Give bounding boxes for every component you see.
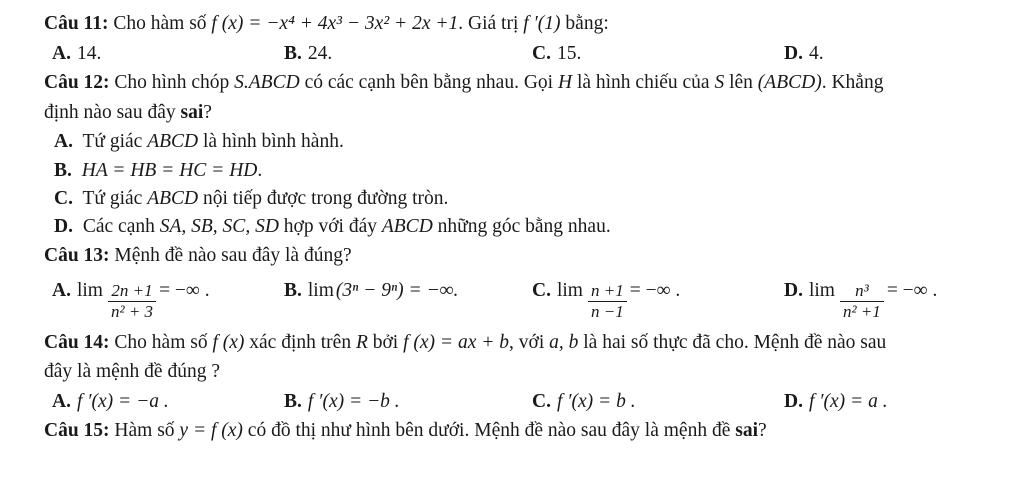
answer-14-d[interactable] — [784, 388, 888, 415]
question-15-t3: ? — [758, 420, 767, 442]
answer-12-c-em: ABCD — [147, 187, 199, 209]
answer-13-c[interactable] — [532, 277, 784, 322]
answer-12-b-post: . — [257, 159, 263, 181]
question-14-m2: R — [355, 331, 368, 353]
question-13-text: Mệnh đề nào sau đây là đúng? — [114, 244, 352, 266]
answer-11-a[interactable] — [44, 40, 284, 67]
answer-12-a-post: là hình bình hành. — [203, 131, 344, 153]
question-12-t4: lên — [729, 71, 753, 93]
answer-14-b[interactable] — [284, 388, 532, 415]
answer-13-a-den: n² + 3 — [108, 301, 156, 322]
answer-12-a[interactable] — [54, 128, 1010, 155]
answer-11-d-text: 4. — [808, 42, 824, 64]
question-12-stem — [44, 69, 1010, 97]
question-14-t4: , với — [509, 331, 545, 353]
question-13-answers — [44, 277, 1010, 322]
answer-11-b-text: 24. — [307, 42, 333, 64]
question-14-m3: f (x) = ax + b — [403, 331, 510, 353]
question-15-label: Câu 15: — [44, 420, 110, 442]
question-12-m2: H — [557, 71, 573, 93]
answer-12-a-pre: Tứ giác — [82, 131, 143, 153]
answer-13-a-label: A. — [52, 280, 71, 302]
answer-14-d-text: f ′(x) = a . — [808, 391, 888, 413]
answer-12-d-em: SA, SB, SC, SD — [159, 216, 279, 238]
question-12-sai: sai — [180, 101, 204, 123]
answer-12-d-pre: Các cạnh — [82, 216, 155, 238]
answer-14-a-text: f ′(x) = −a . — [76, 391, 169, 413]
answer-13-b-lim: lim — [307, 280, 334, 302]
question-14-t2: xác định trên — [249, 331, 352, 353]
answer-13-b-expr: (3ⁿ − 9ⁿ) = −∞. — [335, 280, 459, 302]
question-14-stem — [44, 329, 1010, 357]
answer-13-c-label: C. — [532, 280, 551, 302]
answer-13-c-tail: = −∞ . — [629, 280, 681, 302]
answer-12-b-em: HA = HB = HC = HD — [81, 159, 258, 181]
answer-12-a-label: A. — [54, 131, 73, 153]
question-12-m3: S — [714, 71, 725, 93]
question-11-label: Câu 11: — [44, 13, 109, 34]
question-12-t7: ? — [203, 101, 212, 123]
question-12-t5: . Khẳng — [821, 71, 884, 93]
answer-13-a-fraction — [108, 281, 156, 322]
answer-12-c[interactable] — [54, 185, 1010, 212]
question-11-text-after: . Giá trị — [458, 13, 519, 34]
answer-12-c-pre: Tứ giác — [82, 187, 143, 209]
question-13-label: Câu 13: — [44, 244, 110, 266]
question-11-stem — [44, 10, 1010, 38]
question-12-label: Câu 12: — [44, 71, 110, 93]
answer-11-c-label: C. — [532, 42, 551, 64]
answer-13-b[interactable] — [284, 277, 532, 304]
question-14-m4: a, b — [549, 331, 579, 353]
answer-13-a-tail: = −∞ . — [159, 280, 210, 302]
question-15-t1: Hàm số — [114, 420, 175, 442]
answer-13-d-lim: lim — [808, 280, 835, 302]
answer-13-a-lim: lim — [76, 280, 103, 302]
question-12-t3: là hình chiếu của — [576, 71, 710, 93]
answer-12-d-em2: ABCD — [381, 216, 433, 238]
question-14-answers — [44, 388, 1010, 415]
answer-13-c-den: n −1 — [588, 301, 627, 322]
answer-14-d-label: D. — [784, 391, 803, 413]
question-14-stem-line2 — [44, 358, 1010, 386]
answer-14-c-label: C. — [532, 391, 551, 413]
question-12-t6: định nào sau đây — [44, 101, 176, 123]
answer-12-d-label: D. — [54, 216, 73, 238]
answer-13-d-fraction — [840, 281, 884, 322]
answer-13-a[interactable] — [44, 277, 284, 322]
question-14-m1: f (x) — [212, 331, 245, 353]
answer-13-d-num: n³ — [855, 281, 869, 301]
answer-14-a-label: A. — [52, 391, 71, 413]
question-11-formula: f (x) = −x⁴ + 4x³ − 3x² + 2x +1 — [211, 13, 459, 34]
answer-11-a-text: 14. — [76, 42, 102, 64]
question-11-formula2: f ′(1) — [523, 13, 561, 34]
answer-13-d-den: n² +1 — [840, 301, 884, 322]
answer-11-d-label: D. — [784, 42, 803, 64]
answer-12-a-em: ABCD — [147, 131, 199, 153]
question-14-label: Câu 14: — [44, 331, 110, 353]
question-12-t2: có các cạnh bên bằng nhau. Gọi — [304, 71, 554, 93]
answer-14-b-label: B. — [284, 391, 302, 413]
answer-11-d[interactable] — [784, 40, 824, 67]
answer-11-a-label: A. — [52, 42, 71, 64]
answer-11-b-label: B. — [284, 42, 302, 64]
answer-14-b-text: f ′(x) = −b . — [307, 391, 400, 413]
answer-11-c[interactable] — [532, 40, 784, 67]
question-14-t6: đây là mệnh đề đúng ? — [44, 361, 220, 383]
question-11-text-end: bằng: — [565, 13, 609, 34]
answer-13-c-fraction — [588, 281, 627, 322]
answer-13-b-label: B. — [284, 280, 302, 302]
question-12-t1: Cho hình chóp — [114, 71, 230, 93]
answer-13-c-num: n +1 — [590, 281, 624, 301]
answer-13-c-lim: lim — [556, 280, 583, 302]
question-15-t2: có đồ thị như hình bên dưới. Mệnh đề nào sau đây là mệnh đề — [247, 420, 731, 442]
answer-14-a[interactable] — [44, 388, 284, 415]
answer-12-c-label: C. — [54, 187, 73, 209]
answer-12-b-label: B. — [54, 159, 72, 181]
question-12-m1: S.ABCD — [234, 71, 300, 93]
answer-12-b[interactable] — [54, 157, 1010, 184]
question-14-t5: là hai số thực đã cho. Mệnh đề nào sau — [583, 331, 887, 353]
answer-11-b[interactable] — [284, 40, 532, 67]
question-12-stem-line2 — [44, 99, 1010, 127]
answer-14-c[interactable] — [532, 388, 784, 415]
answer-12-d-post: hợp với đáy — [283, 216, 377, 238]
answer-13-d-tail: = −∞ . — [886, 280, 938, 302]
answer-12-d-post2: những góc bằng nhau. — [437, 216, 611, 238]
answer-13-a-num: 2n +1 — [111, 281, 153, 301]
answer-13-d[interactable] — [784, 277, 937, 322]
answer-13-d-label: D. — [784, 280, 803, 302]
answer-12-c-post: nội tiếp được trong đường tròn. — [203, 187, 449, 209]
question-11-answers — [44, 40, 1010, 67]
question-15-stem — [44, 417, 1010, 445]
question-11-text-before: Cho hàm số — [113, 13, 207, 34]
question-12-m4: (ABCD) — [757, 71, 822, 93]
question-15-m1: y = f (x) — [179, 420, 243, 442]
answer-12-d[interactable] — [54, 213, 1010, 240]
answer-14-c-text: f ′(x) = b . — [556, 391, 636, 413]
question-15-sai: sai — [735, 420, 758, 442]
question-14-t1: Cho hàm số — [114, 331, 208, 353]
question-13-stem — [44, 242, 1010, 270]
question-14-t3: bởi — [372, 331, 399, 353]
answer-11-c-text: 15. — [556, 42, 582, 64]
